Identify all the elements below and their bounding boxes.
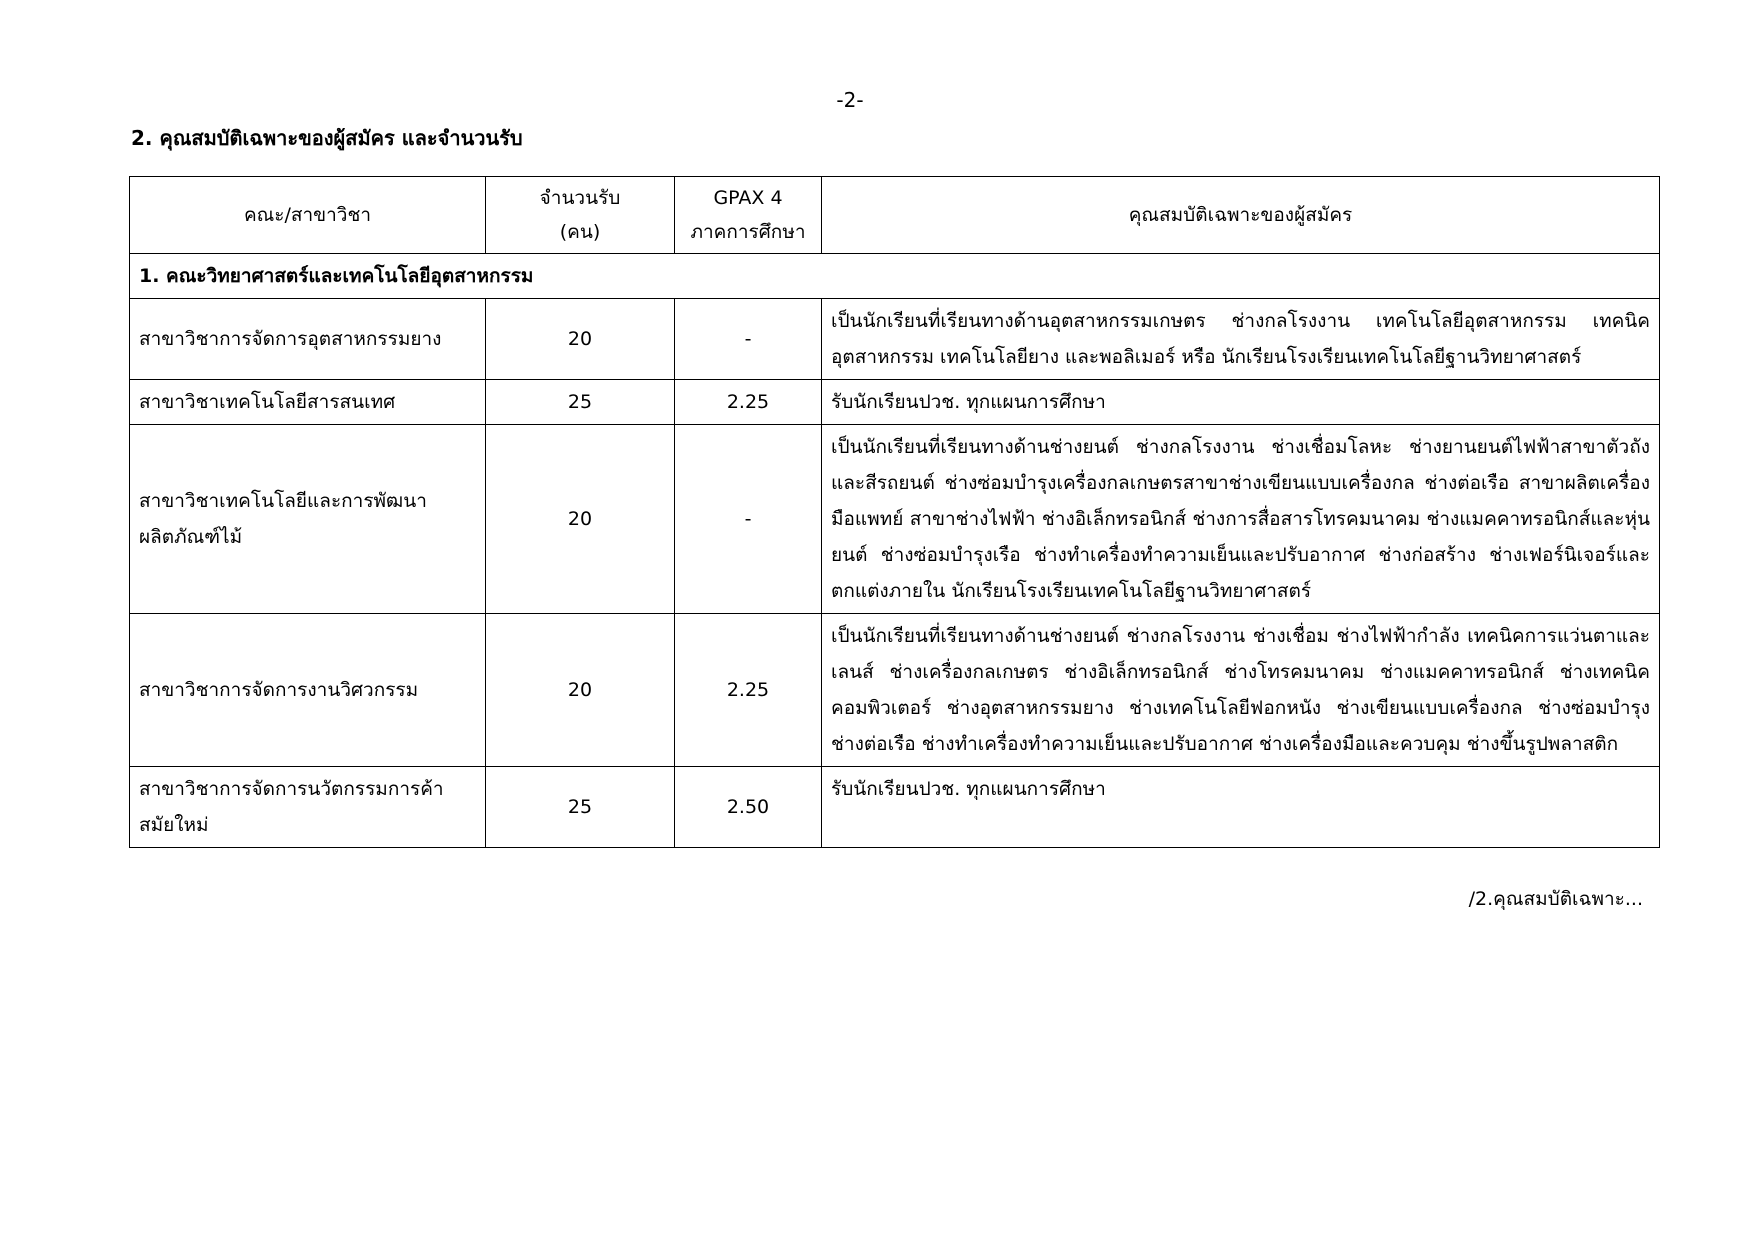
header-program: คณะ/สาขาวิชา [130, 177, 486, 254]
header-gpax [675, 177, 822, 254]
gpax-value: 2.50 [675, 767, 822, 848]
program-name: สาขาวิชาการจัดการนวัตกรรมการค้าสมัยใหม่ [130, 767, 486, 848]
qualification-text: เป็นนักเรียนที่เรียนทางด้านอุตสาหกรรมเกษตร ช่างกลโรงงาน เทคโนโลยีอุตสาหกรรม เทคนิคอุตสาหกรรม เทคโนโลยียาง และพอลิเมอร์ หรือ นักเรียนโรงเรียนเทคโนโลยีฐานวิทยาศาสตร์ [822, 299, 1660, 380]
program-name: สาขาวิชาการจัดการอุตสาหกรรมยาง [130, 299, 486, 380]
seats-value: 20 [486, 299, 675, 380]
table-row [130, 614, 1660, 767]
section-heading: 2. คุณสมบัติเฉพาะของผู้สมัคร และจำนวนรับ [131, 126, 523, 150]
gpax-value: 2.25 [675, 614, 822, 767]
seats-value: 25 [486, 767, 675, 848]
header-seats [486, 177, 675, 254]
header-gpax-line2: ภาคการศึกษา [690, 221, 806, 243]
header-qualification: คุณสมบัติเฉพาะของผู้สมัคร [822, 177, 1660, 254]
table-header-row [130, 177, 1660, 254]
program-name: สาขาวิชาการจัดการงานวิศวกรรม [130, 614, 486, 767]
qualification-text: รับนักเรียนปวช. ทุกแผนการศึกษา [822, 380, 1660, 425]
table-row [130, 380, 1660, 425]
header-seats-line2: (คน) [559, 221, 601, 243]
qualification-text: เป็นนักเรียนที่เรียนทางด้านช่างยนต์ ช่างกลโรงงาน ช่างเชื่อม ช่างไฟฟ้ากำลัง เทคนิคการแว่นตาและเลนส์ ช่างเครื่องกลเกษตร ช่างอิเล็กทรอนิกส์ ช่างโทรคมนาคม ช่างแมคคาทรอนิกส์ ช่างเทคนิคคอมพิวเตอร์ ช่างอุตสาหกรรมยาง ช่างเทคโนโลยีฟอกหนัง ช่างเขียนแบบเครื่องกล ช่างซ่อมบำรุง ช่างต่อเรือ ช่างทำเครื่องทำความเย็นและปรับอากาศ ช่างเครื่องมือและควบคุม ช่างขึ้นรูปพลาสติก [822, 614, 1660, 767]
admission-table [129, 176, 1660, 848]
qualification-text: เป็นนักเรียนที่เรียนทางด้านช่างยนต์ ช่างกลโรงงาน ช่างเชื่อมโลหะ ช่างยานยนต์ไฟฟ้าสาขาตัวถังและสีรถยนต์ ช่างซ่อมบำรุงเครื่องกลเกษตรสาขาช่างเขียนแบบเครื่องกล ช่างต่อเรือ สาขาผลิตเครื่องมือแพทย์ สาขาช่างไฟฟ้า ช่างอิเล็กทรอนิกส์ ช่างการสื่อสารโทรคมนาคม ช่างแมคคาทรอนิกส์และหุ่นยนต์ ช่างซ่อมบำรุงเรือ ช่างทำเครื่องทำความเย็นและปรับอากาศ ช่างก่อสร้าง ช่างเฟอร์นิเจอร์และตกแต่งภายใน นักเรียนโรงเรียนเทคโนโลยีฐานวิทยาศาสตร์ [822, 425, 1660, 614]
header-seats-line1: จำนวนรับ [539, 187, 621, 209]
faculty-row [130, 254, 1660, 299]
page-number: -2- [836, 88, 864, 112]
header-gpax-line1: GPAX 4 [713, 187, 783, 209]
program-name: สาขาวิชาเทคโนโลยีและการพัฒนาผลิตภัณฑ์ไม้ [130, 425, 486, 614]
table-row [130, 299, 1660, 380]
table-row [130, 425, 1660, 614]
seats-value: 20 [486, 614, 675, 767]
faculty-name: 1. คณะวิทยาศาสตร์และเทคโนโลยีอุตสาหกรรม [130, 254, 1660, 299]
gpax-value: - [675, 299, 822, 380]
gpax-value: 2.25 [675, 380, 822, 425]
qualification-text: รับนักเรียนปวช. ทุกแผนการศึกษา [822, 767, 1660, 848]
gpax-value: - [675, 425, 822, 614]
seats-value: 20 [486, 425, 675, 614]
seats-value: 25 [486, 380, 675, 425]
program-name: สาขาวิชาเทคโนโลยีสารสนเทศ [130, 380, 486, 425]
table-row [130, 767, 1660, 848]
continuation-note: /2.คุณสมบัติเฉพาะ... [1468, 888, 1643, 910]
